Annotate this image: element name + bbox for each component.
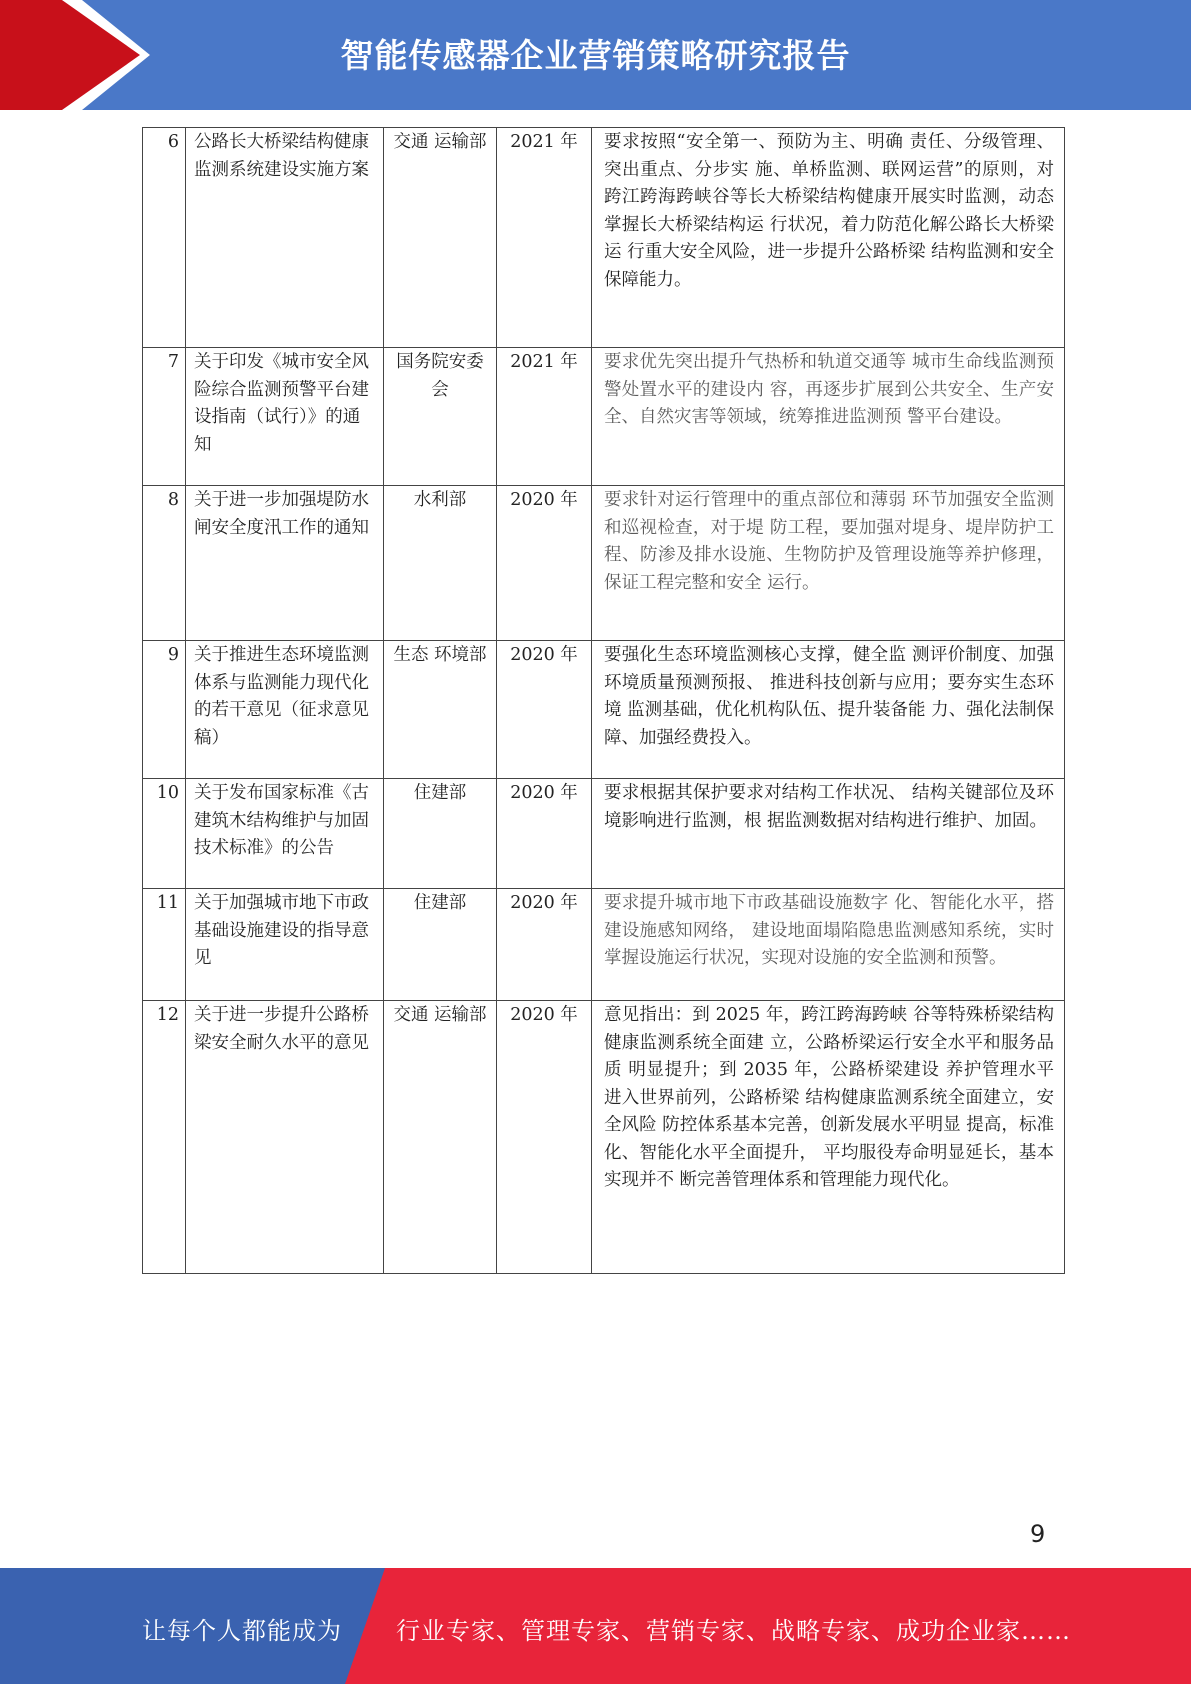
- policy-title: 关于发布国家标准《古建筑木结构维护与加固技术标准》的公告: [186, 779, 384, 889]
- row-number: 6: [143, 128, 186, 348]
- policy-requirement: 要求按照“安全第一、预防为主、明确 责任、分级管理、突出重点、分步实 施、单桥监测、联网运营”的原则，对 跨江跨海跨峡谷等长大桥梁结构健康开展实时监测，动态掌握长大桥梁结构运 行状况，着力防范化解公路长大桥梁运 行重大安全风险，进一步提升公路桥梁 结构监测和安全保障能力。: [592, 128, 1065, 348]
- policy-title: 关于印发《城市安全风险综合监测预警平台建设指南（试行）》的通知: [186, 348, 384, 486]
- policy-title: 关于进一步提升公路桥梁安全耐久水平的意见: [186, 1001, 384, 1274]
- policy-requirement: 要求针对运行管理中的重点部位和薄弱 环节加强安全监测和巡视检查，对于堤 防工程，要加强对堤身、堤岸防护工 程、防渗及排水设施、生物防护及管理设施等养护修理，保证工程完整和安全 运行。: [592, 486, 1065, 641]
- row-number: 7: [143, 348, 186, 486]
- policy-requirement: 要求优先突出提升气热桥和轨道交通等 城市生命线监测预警处置水平的建设内 容，再逐步扩展到公共安全、生产安 全、自然灾害等领域，统筹推进监测预 警平台建设。: [592, 348, 1065, 486]
- page-number: 9: [1030, 1520, 1046, 1548]
- table-row: [143, 128, 1065, 348]
- policy-title: 关于进一步加强堤防水闸安全度汛工作的通知: [186, 486, 384, 641]
- policy-title: 关于加强城市地下市政基础设施建设的指导意见: [186, 889, 384, 1001]
- policy-requirement: 意见指出：到 2025 年，跨江跨海跨峡 谷等特殊桥梁结构健康监测系统全面建 立，公路桥梁运行安全水平和服务品质 明显提升；到 2035 年，公路桥梁建设 养护管理水平进入世界前列，公路桥梁 结构健康监测系统全面建立，安全风险 防控体系基本完善，创新发展水平明显 提高，标准化、智能化水平全面提升， 平均服役寿命明显延长，基本实现并不 断完善管理体系和管理能力现代化。: [592, 1001, 1065, 1274]
- issuing-department: 国务院安委会: [384, 348, 497, 486]
- issue-year: 2020 年: [497, 486, 592, 641]
- issuing-department: 水利部: [384, 486, 497, 641]
- table-row: [143, 1001, 1065, 1274]
- issuing-department: 住建部: [384, 889, 497, 1001]
- row-number: 9: [143, 641, 186, 779]
- row-number: 8: [143, 486, 186, 641]
- issue-year: 2021 年: [497, 128, 592, 348]
- issue-year: 2020 年: [497, 889, 592, 1001]
- issue-year: 2020 年: [497, 1001, 592, 1274]
- footer-slogan-left: 让每个人都能成为: [142, 1617, 342, 1645]
- footer-slogan-right: 行业专家、管理专家、营销专家、战略专家、成功企业家……: [396, 1617, 1071, 1645]
- issue-year: 2021 年: [497, 348, 592, 486]
- table-row: [143, 348, 1065, 486]
- table-row: [143, 641, 1065, 779]
- table-row: [143, 779, 1065, 889]
- policy-title: 关于推进生态环境监测体系与监测能力现代化的若干意见（征求意见稿）: [186, 641, 384, 779]
- page-footer: [0, 1568, 1191, 1684]
- policy-table: [142, 127, 1065, 1274]
- policy-requirement: 要强化生态环境监测核心支撑，健全监 测评价制度、加强环境质量预测预报、 推进科技创新与应用；要夯实生态环境 监测基础，优化机构队伍、提升装备能 力、强化法制保障、加强经费投入。: [592, 641, 1065, 779]
- page-header: [0, 0, 1191, 110]
- policy-requirement: 要求根据其保护要求对结构工作状况、 结构关键部位及环境影响进行监测，根 据监测数据对结构进行维护、加固。: [592, 779, 1065, 889]
- issuing-department: 交通 运输部: [384, 1001, 497, 1274]
- row-number: 10: [143, 779, 186, 889]
- row-number: 12: [143, 1001, 186, 1274]
- table-row: [143, 889, 1065, 1001]
- issuing-department: 生态 环境部: [384, 641, 497, 779]
- issuing-department: 交通 运输部: [384, 128, 497, 348]
- issue-year: 2020 年: [497, 779, 592, 889]
- report-title: 智能传感器企业营销策略研究报告: [340, 36, 851, 75]
- issue-year: 2020 年: [497, 641, 592, 779]
- policy-requirement: 要求提升城市地下市政基础设施数字 化、智能化水平，搭建设施感知网络， 建设地面塌陷隐患监测感知系统，实时 掌握设施运行状况，实现对设施的安全监测和预警。: [592, 889, 1065, 1001]
- row-number: 11: [143, 889, 186, 1001]
- table-row: [143, 486, 1065, 641]
- policy-title: 公路长大桥梁结构健康监测系统建设实施方案: [186, 128, 384, 348]
- issuing-department: 住建部: [384, 779, 497, 889]
